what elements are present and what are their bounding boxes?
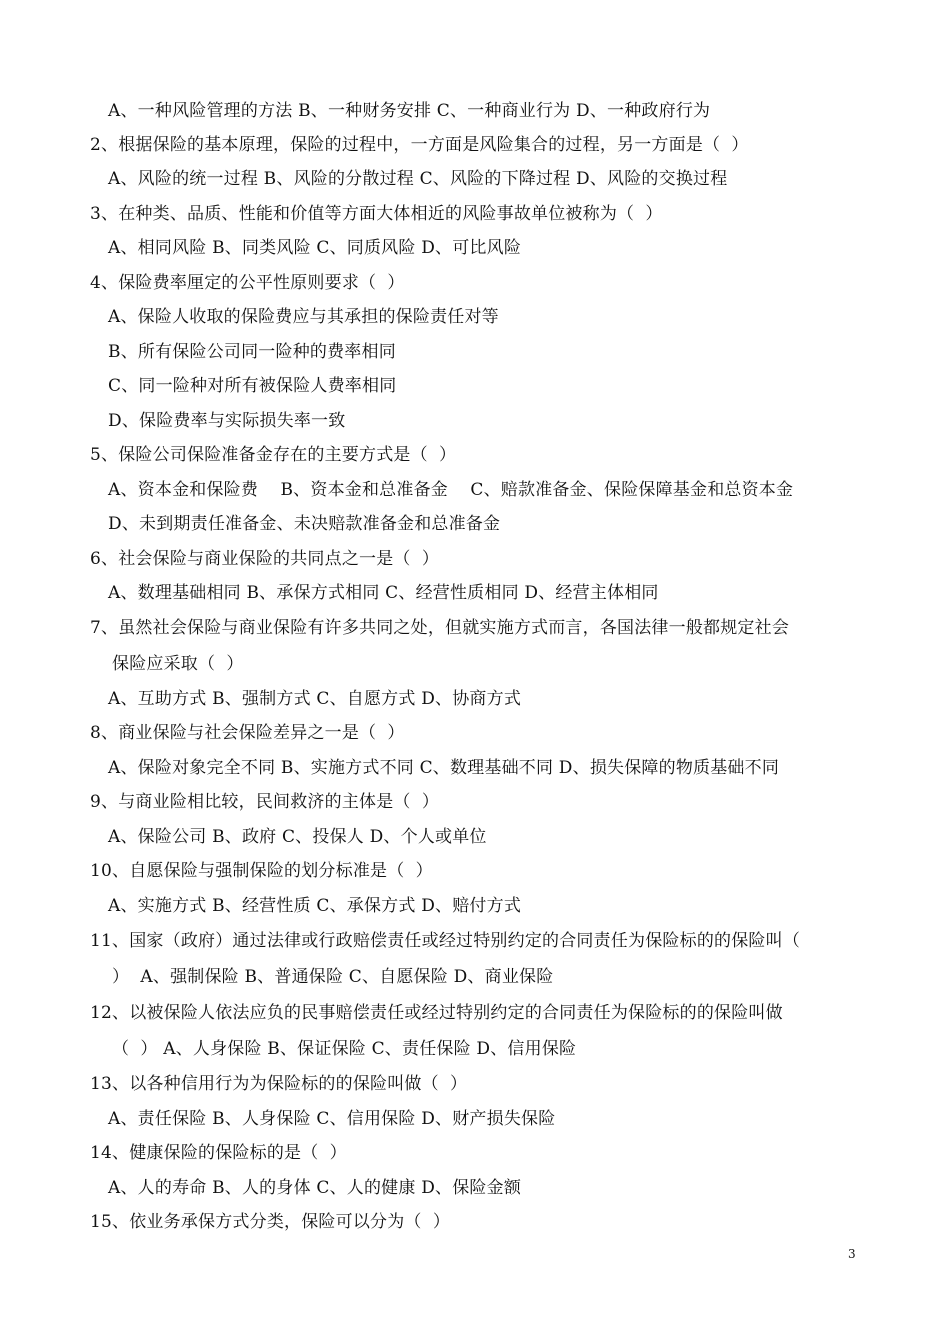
answer-options-q3: A、相同风险 B、同类风险 C、同质风险 D、可比风险: [108, 238, 522, 258]
answer-options-q8: A、保险对象完全不同 B、实施方式不同 C、数理基础不同 D、损失保障的物质基础不同: [108, 758, 780, 778]
answer-option-4a: A、保险人收取的保险费应与其承担的保险责任对等: [108, 307, 499, 327]
question-5: 5、保险公司保险准备金存在的主要方式是（ ）: [90, 445, 457, 465]
answer-options-q7: A、互助方式 B、强制方式 C、自愿方式 D、协商方式: [108, 689, 522, 709]
question-11: 11、国家（政府）通过法律或行政赔偿责任或经过特别约定的合同责任为保险标的的保险叫（: [90, 931, 801, 951]
answer-options-q2: A、风险的统一过程 B、风险的分散过程 C、风险的下降过程 D、风险的交换过程: [108, 169, 728, 189]
question-7: 7、虽然社会保险与商业保险有许多共同之处，但就实施方式而言，各国法律一般都规定社会: [90, 618, 790, 638]
question-6: 6、社会保险与商业保险的共同点之一是（ ）: [90, 549, 440, 569]
answer-option-4b: B、所有保险公司同一险种的费率相同: [108, 342, 396, 362]
question-3: 3、在种类、品质、性能和价值等方面大体相近的风险事故单位被称为（ ）: [90, 204, 663, 224]
question-2: 2、根据保险的基本原理，保险的过程中，一方面是风险集合的过程，另一方面是（ ）: [90, 135, 749, 155]
answer-options-q14: A、人的寿命 B、人的身体 C、人的健康 D、保险金额: [108, 1178, 522, 1198]
question-13: 13、以各种信用行为为保险标的的保险叫做（ ）: [90, 1074, 468, 1094]
question-15: 15、依业务承保方式分类，保险可以分为（ ）: [90, 1212, 451, 1232]
answer-options-q9: A、保险公司 B、政府 C、投保人 D、个人或单位: [108, 827, 487, 847]
answer-options-q10: A、实施方式 B、经营性质 C、承保方式 D、赔付方式: [108, 896, 522, 916]
question-8: 8、商业保险与社会保险差异之一是（ ）: [90, 723, 405, 743]
answer-options-q13: A、责任保险 B、人身保险 C、信用保险 D、财产损失保险: [108, 1109, 556, 1129]
answer-option-4c: C、同一险种对所有被保险人费率相同: [108, 376, 397, 396]
answer-options-q6: A、数理基础相同 B、承保方式相同 C、经营性质相同 D、经营主体相同: [108, 583, 659, 603]
question-12: 12、以被保险人依法应负的民事赔偿责任或经过特别约定的合同责任为保险标的的保险叫做: [90, 1003, 783, 1023]
question-9: 9、与商业险相比较，民间救济的主体是（ ）: [90, 792, 440, 812]
question-4: 4、保险费率厘定的公平性原则要求（ ）: [90, 273, 405, 293]
page-number: 3: [848, 1247, 856, 1261]
question-7-continued: 保险应采取（ ）: [112, 654, 244, 674]
question-14: 14、健康保险的保险标的是（ ）: [90, 1143, 347, 1163]
answer-options-q5-row2: D、未到期责任准备金、未决赔款准备金和总准备金: [108, 514, 501, 534]
question-10: 10、自愿保险与强制保险的划分标准是（ ）: [90, 861, 433, 881]
answer-options-q11: ） A、强制保险 B、普通保险 C、自愿保险 D、商业保险: [112, 967, 554, 987]
answer-options-q5-row1: A、资本金和保险费 B、资本金和总准备金 C、赔款准备金、保险保障基金和总资本金: [108, 480, 794, 500]
answer-options-q12: （ ） A、人身保险 B、保证保险 C、责任保险 D、信用保险: [112, 1039, 577, 1059]
answer-options-q1: A、一种风险管理的方法 B、一种财务安排 C、一种商业行为 D、一种政府行为: [108, 101, 711, 121]
answer-option-4d: D、保险费率与实际损失率一致: [108, 411, 346, 431]
